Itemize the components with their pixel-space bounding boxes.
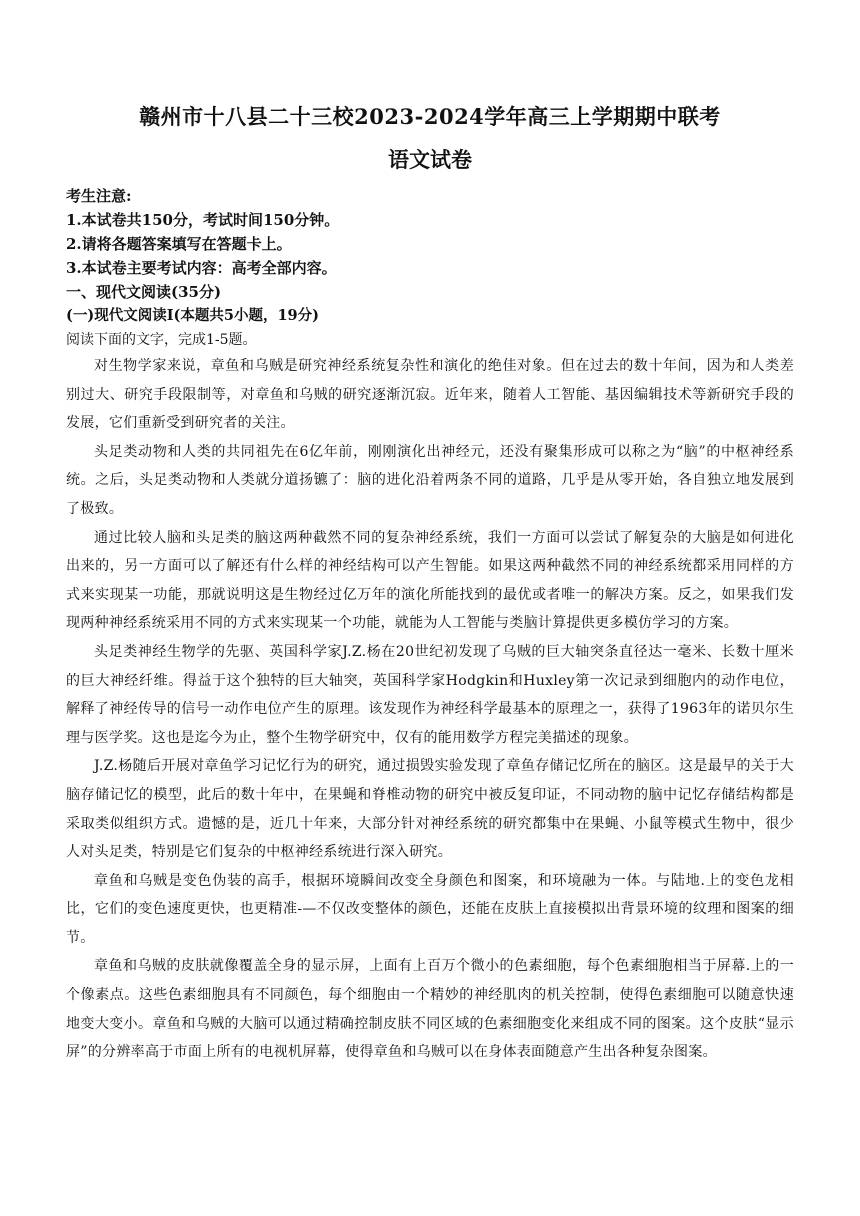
notice-item-2: 2.请将各题答案填写在答题卡上。 [66,235,292,253]
passage-paragraph-7: 章鱼和乌贼的皮肤就像覆盖全身的显示屏，上面有上百万个微小的色素细胞，每个色素细胞相当于屏幕.上的一个像素点。这些色素细胞具有不同颜色，每个细胞由一个精妙的神经肌肉的机关控制，使得色素细胞可以随意快速地变大变小。章鱼和乌贼的大脑可以通过精确控制皮肤不同区域的色素细胞变化来组成不同的图案。这个皮肤“显示屏”的分辨率高于市面上所有的电视机屏幕，使得章鱼和乌贼可以在身体表面随意产生出各种复杂图案。 [66,958,794,1061]
reading-section [66,280,794,1067]
notice-item-1: 1.本试卷共150分，考试时间150分钟。 [66,211,340,229]
passage-paragraph-4: 头足类神经生物学的先驱、英国科学家J.Z.杨在20世纪初发现了乌贼的巨大轴突条直径达一毫米、长数十厘米的巨大神经纤维。得益于这个独特的巨大轴突，英国科学家Hodgkin和Huxley第一次记录到细胞内的动作电位，解释了神经传导的信号一动作电位产生的原理。该发现作为神经科学最基本的原理之一，获得了1963年的诺贝尔生理与医学奖。这也是迄今为止，整个生物学研究中，仅有的能用数学方程完美描述的现象。 [66,643,794,746]
exam-title: 赣州市十八县二十三校2023-2024学年高三上学期期中联考 [139,104,721,129]
notice-heading: 考生注意: [66,187,132,205]
passage-paragraph-6: 章鱼和乌贼是变色伪装的高手，根据环境瞬间改变全身颜色和图案，和环境融为一体。与陆地.上的变色龙相比，它们的变色速度更快，也更精准-—不仅改变整体的颜色，还能在皮肤上直接模拟出背景环境的纹理和图案的细节。 [66,872,794,946]
exam-page [66,100,794,1067]
section-heading: 一、现代文阅读(35分) [66,283,222,301]
subsection-heading: (一)现代文阅读I(本题共5小题，19分) [66,307,319,324]
notice-item-3: 3.本试卷主要考试内容：高考全部内容。 [66,259,337,277]
exam-subtitle: 语文试卷 [388,147,472,172]
notice-block [66,184,794,280]
passage-paragraph-2: 头足类动物和人类的共同祖先在6亿年前，刚刚演化出神经元，还没有聚集形成可以称之为“脑”的中枢神经系统。之后，头足类动物和人类就分道扬镳了：脑的进化沿着两条不同的道路，几乎是从零开始，各自独立地发展到了极致。 [66,443,794,517]
passage-paragraph-5: J.Z.杨随后开展对章鱼学习记忆行为的研究，通过损毁实验发现了章鱼存储记忆所在的脑区。这是最早的关于大脑存储记忆的模型，此后的数十年中，在果蝇和脊椎动物的研究中被反复印证，不同动物的脑中记忆存储结构都是采取类似组织方式。遗憾的是，近几十年来，大部分针对神经系统的研究都集中在果蝇、小鼠等模式生物中，很少人对头足类，特别是它们复杂的中枢神经系统进行深入研究。 [66,758,794,861]
passage-paragraph-1: 对生物学家来说，章鱼和乌贼是研究神经系统复杂性和演化的绝佳对象。但在过去的数十年间，因为和人类差别过大、研究手段限制等，对章鱼和乌贼的研究逐渐沉寂。近年来，随着人工智能、基因编辑技术等新研究手段的发展，它们重新受到研究者的关注。 [66,358,794,432]
reading-instruction: 阅读下面的文字，完成1-5题。 [66,332,257,348]
passage-paragraph-3: 通过比较人脑和头足类的脑这两种截然不同的复杂神经系统，我们一方面可以尝试了解复杂的大脑是如何进化出来的，另一方面可以了解还有什么样的神经结构可以产生智能。如果这两种截然不同的神经系统都采用同样的方式来实现某一功能，那就说明这是生物经过亿万年的演化所能找到的最优或者唯一的解决方案。反之，如果我们发现两种神经系统采用不同的方式来实现某一个功能，就能为人工智能与类脑计算提供更多模仿学习的方案。 [66,529,794,632]
